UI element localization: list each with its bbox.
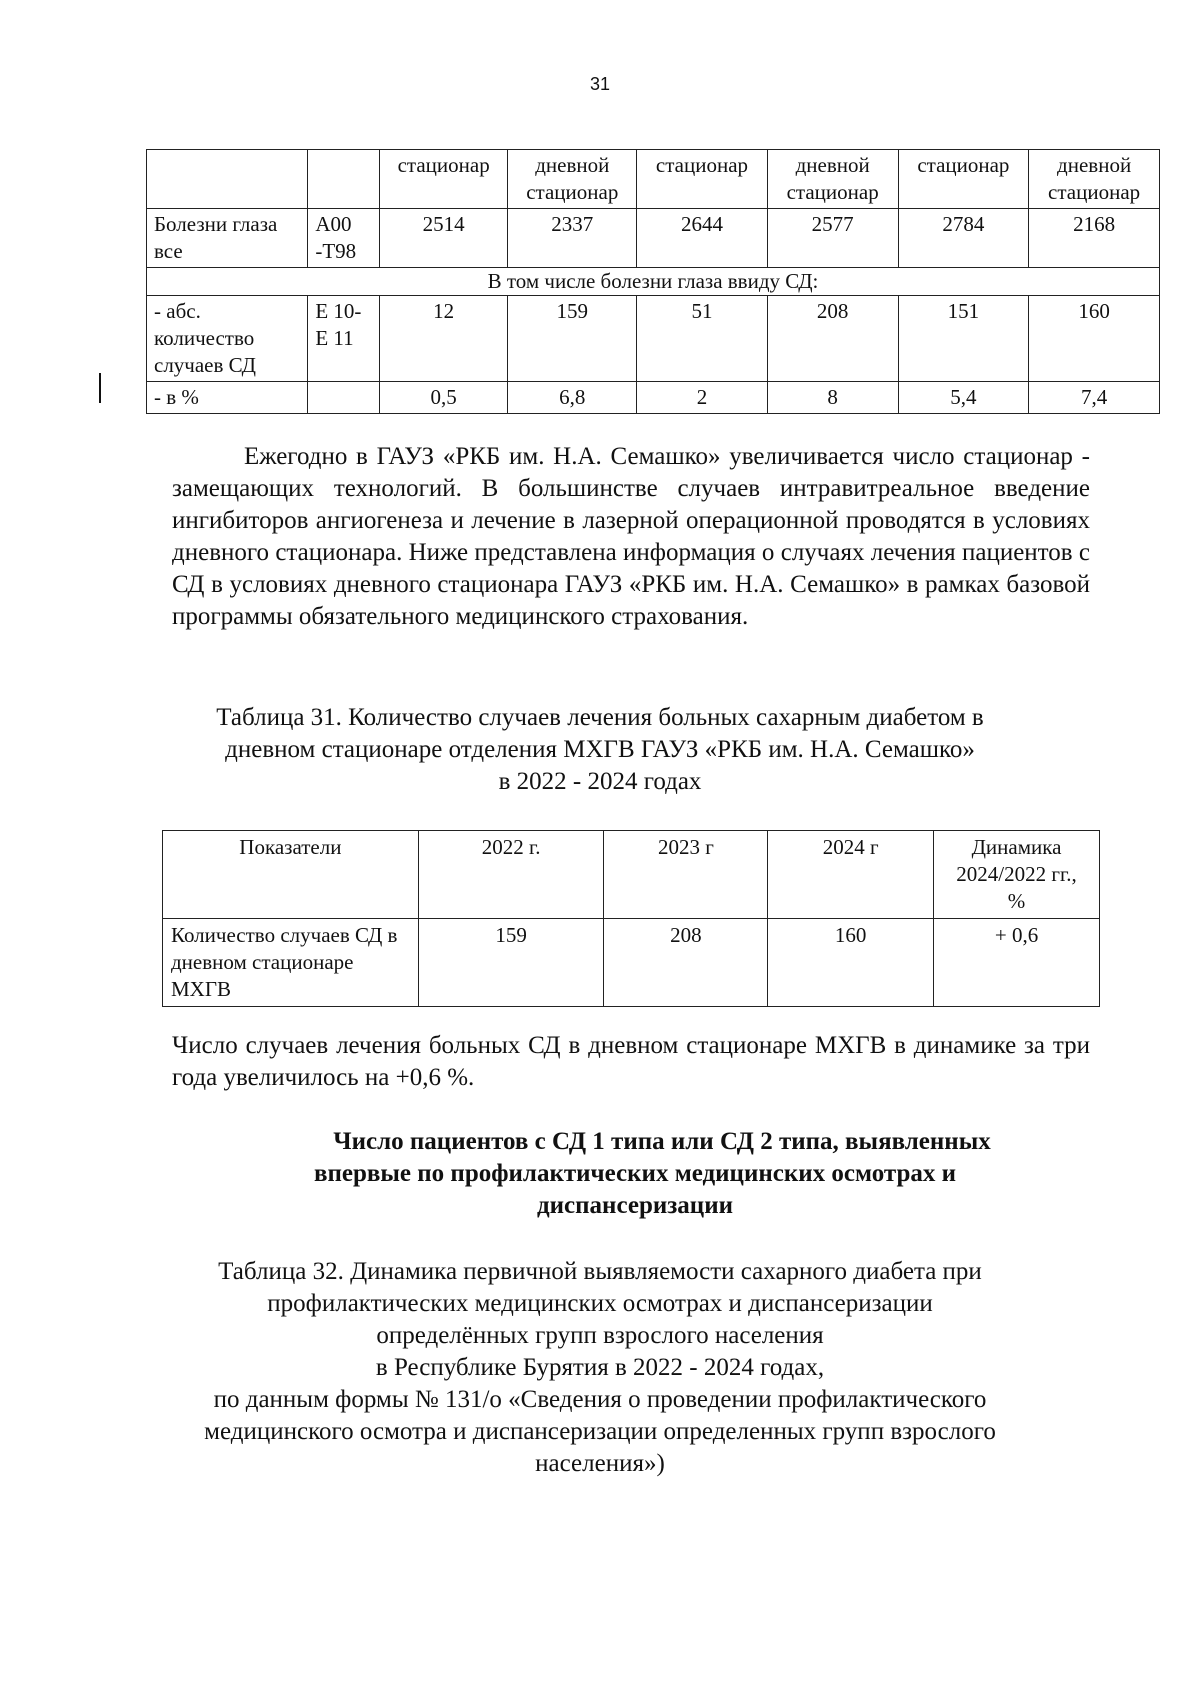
value-cell: 2644 [637, 209, 768, 268]
header-cell: Динамика 2024/2022 гг., % [934, 831, 1100, 919]
value-cell: 2 [637, 382, 768, 414]
paragraph-intro: Ежегодно в ГАУЗ «РКБ им. Н.А. Семашко» увеличивается число стационар - замещающих технологий. В большинстве случаев интравитреальное введение ингибиторов ангиогенеза и лечение в лазерной операционной проводятся в условиях дневного стационара. Ниже представлена информация о случаях лечения пациентов с СД в условиях дневного стационара ГАУЗ «РКБ им. Н.А. Семашко» в рамках базовой программы обязательного медицинского страхования. [172, 443, 1090, 630]
value-cell: 6,8 [508, 382, 637, 414]
value-cell: 2514 [379, 209, 508, 268]
caption-line: Таблица 32. Динамика первичной выявляемости сахарного диабета при [218, 1258, 982, 1285]
value-cell: 160 [1029, 296, 1160, 382]
value-cell: 159 [508, 296, 637, 382]
table-row [147, 382, 1160, 414]
value-cell: 2168 [1029, 209, 1160, 268]
section-heading [210, 1126, 1060, 1222]
header-cell: стационар [898, 150, 1029, 209]
header-cell: 2023 г [604, 831, 768, 919]
value-cell: 0,5 [379, 382, 508, 414]
value-cell: 5,4 [898, 382, 1029, 414]
header-cell: стационар [637, 150, 768, 209]
table32-caption [130, 1256, 1070, 1480]
header-cell: стационар [379, 150, 508, 209]
heading-line: впервые по профилактических медицинских осмотрах и [313, 1160, 957, 1187]
caption-line: медицинского осмотра и диспансеризации определенных групп взрослого [204, 1418, 996, 1445]
row-label: Количество случаев СД в дневном стационаре МХГВ [163, 919, 419, 1007]
header-cell [308, 150, 379, 209]
caption-line: по данным формы № 131/о «Сведения о проведении профилактического [213, 1386, 987, 1413]
icd-code: Е 10-Е 11 [308, 296, 379, 382]
value-cell: 2784 [898, 209, 1029, 268]
table-row [163, 919, 1100, 1007]
table31-caption [130, 702, 1070, 798]
eye-diseases-table [146, 149, 1160, 414]
header-cell: 2024 г [768, 831, 934, 919]
icd-code: А00 -Т98 [308, 209, 379, 268]
header-cell: дневной стационар [508, 150, 637, 209]
value-cell: 159 [418, 919, 604, 1007]
row-label: - абс. количество случаев СД [147, 296, 308, 382]
header-cell: Показатели [163, 831, 419, 919]
page-number: 31 [589, 74, 611, 94]
paragraph-dynamics: Число случаев лечения больных СД в дневном стационаре МХГВ в динамике за три года увеличилось на +0,6 %. [172, 1032, 1090, 1091]
value-cell: 8 [767, 382, 898, 414]
table-header-row [163, 831, 1100, 919]
row-label: Болезни глаза все [147, 209, 308, 268]
section-label: В том числе болезни глаза ввиду СД: [147, 268, 1160, 296]
value-cell: 2337 [508, 209, 637, 268]
caption-line: дневном стационаре отделения МХГВ ГАУЗ «РКБ им. Н.А. Семашко» [225, 736, 975, 763]
value-cell: 151 [898, 296, 1029, 382]
caption-line: населения») [535, 1450, 665, 1477]
caption-line: профилактических медицинских осмотрах и диспансеризации [267, 1290, 933, 1317]
value-cell: 208 [604, 919, 768, 1007]
row-label: - в % [147, 382, 308, 414]
header-cell: дневной стационар [1029, 150, 1160, 209]
value-cell: 12 [379, 296, 508, 382]
value-cell: 160 [768, 919, 934, 1007]
heading-line: диспансеризации [536, 1192, 734, 1219]
header-cell: 2022 г. [418, 831, 604, 919]
value-cell: 51 [637, 296, 768, 382]
table-header-row [147, 150, 1160, 209]
value-cell: 7,4 [1029, 382, 1160, 414]
caption-line: Таблица 31. Количество случаев лечения больных сахарным диабетом в [216, 704, 984, 731]
table31 [162, 830, 1100, 1007]
value-cell: 208 [767, 296, 898, 382]
caption-line: в Республике Бурятия в 2022 - 2024 годах, [375, 1354, 825, 1381]
heading-line: Число пациентов с СД 1 типа или СД 2 типа, выявленных [333, 1128, 991, 1155]
header-cell: дневной стационар [767, 150, 898, 209]
table-row [147, 296, 1160, 382]
caption-line: в 2022 - 2024 годах [498, 768, 702, 795]
value-cell: 2577 [767, 209, 898, 268]
icd-code [308, 382, 379, 414]
table-section-row [147, 268, 1160, 296]
margin-change-bar [99, 373, 101, 403]
table-row [147, 209, 1160, 268]
value-cell: + 0,6 [934, 919, 1100, 1007]
caption-line: определённых групп взрослого населения [376, 1322, 824, 1349]
header-cell [147, 150, 308, 209]
